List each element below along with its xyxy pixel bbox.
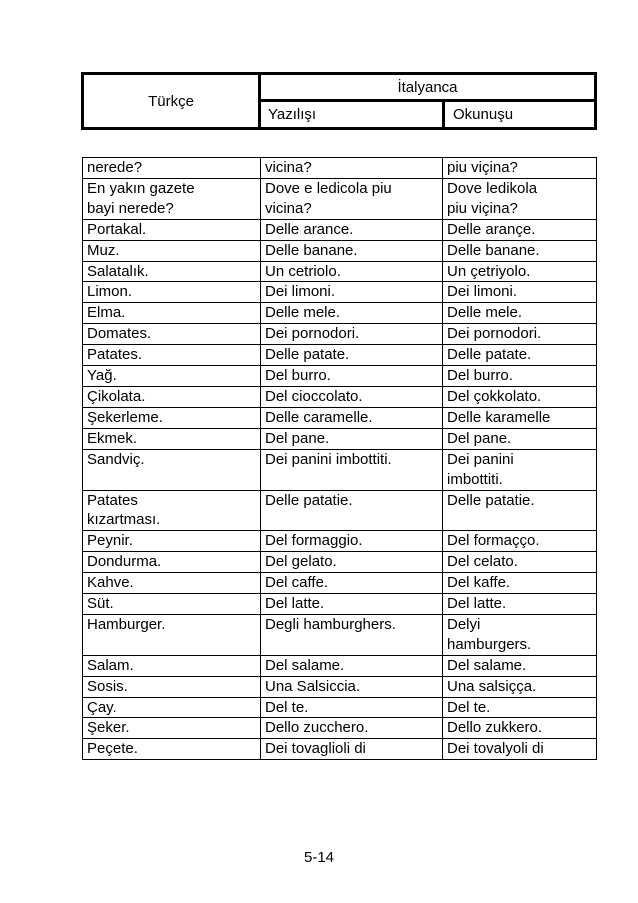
pronunciation-cell: Delle patate. <box>443 345 597 366</box>
turkish-cell: En yakın gazete bayi nerede? <box>83 178 261 219</box>
header-okunusu: Okunuşu <box>453 106 514 123</box>
table-row <box>83 697 597 718</box>
turkish-cell: Limon. <box>83 282 261 303</box>
pronunciation-cell: Delle karamelle <box>443 407 597 428</box>
italian-spelling-cell: Del caffe. <box>261 573 443 594</box>
turkish-cell: Salatalık. <box>83 261 261 282</box>
turkish-cell: Domates. <box>83 324 261 345</box>
italian-spelling-cell: Dei limoni. <box>261 282 443 303</box>
pronunciation-cell: Delle arançe. <box>443 219 597 240</box>
turkish-cell: Elma. <box>83 303 261 324</box>
pronunciation-cell: piu viçina? <box>443 158 597 179</box>
italian-spelling-cell: Del latte. <box>261 594 443 615</box>
turkish-cell: nerede? <box>83 158 261 179</box>
turkish-cell: Patates. <box>83 345 261 366</box>
turkish-cell: Ekmek. <box>83 428 261 449</box>
header-turkce: Türkçe <box>84 75 261 127</box>
pronunciation-cell: Del formaçço. <box>443 531 597 552</box>
italian-spelling-cell: Del salame. <box>261 655 443 676</box>
pronunciation-cell: Dei tovalyoli di <box>443 739 597 760</box>
pronunciation-cell: Delyi hamburgers. <box>443 614 597 655</box>
pronunciation-cell: Delle mele. <box>443 303 597 324</box>
turkish-cell: Kahve. <box>83 573 261 594</box>
page-number: 5-14 <box>303 849 335 866</box>
pronunciation-cell: Dei panini imbottiti. <box>443 449 597 490</box>
italian-spelling-cell: Del cioccolato. <box>261 386 443 407</box>
table-row <box>83 324 597 345</box>
italian-spelling-cell: Del formaggio. <box>261 531 443 552</box>
turkish-cell: Sosis. <box>83 676 261 697</box>
table-row <box>83 531 597 552</box>
header-table <box>81 72 597 130</box>
turkish-cell: Hamburger. <box>83 614 261 655</box>
pronunciation-cell: Una salsiçça. <box>443 676 597 697</box>
italian-spelling-cell: vicina? <box>261 158 443 179</box>
turkish-cell: Portakal. <box>83 219 261 240</box>
pronunciation-cell: Del kaffe. <box>443 573 597 594</box>
italian-spelling-cell: Degli hamburghers. <box>261 614 443 655</box>
vocabulary-rows <box>83 158 597 760</box>
pronunciation-cell: Un çetriyolo. <box>443 261 597 282</box>
turkish-cell: Çikolata. <box>83 386 261 407</box>
header-yazilisi: Yazılışı <box>261 102 445 127</box>
table-row <box>83 655 597 676</box>
pronunciation-cell: Delle banane. <box>443 240 597 261</box>
italian-spelling-cell: Delle patatie. <box>261 490 443 531</box>
header-italyanca: İtalyanca <box>261 75 594 102</box>
italian-spelling-cell: Dove e ledicola piu vicina? <box>261 178 443 219</box>
italian-spelling-cell: Del te. <box>261 697 443 718</box>
pronunciation-cell: Del latte. <box>443 594 597 615</box>
turkish-cell: Patates kızartması. <box>83 490 261 531</box>
table-row <box>83 428 597 449</box>
pronunciation-cell: Del çokkolato. <box>443 386 597 407</box>
table-row <box>83 219 597 240</box>
table-row <box>83 345 597 366</box>
italian-spelling-cell: Un cetriolo. <box>261 261 443 282</box>
turkish-cell: Çay. <box>83 697 261 718</box>
pronunciation-cell: Dove ledikola piu viçina? <box>443 178 597 219</box>
table-row <box>83 282 597 303</box>
table-row <box>83 552 597 573</box>
italian-spelling-cell: Dello zucchero. <box>261 718 443 739</box>
pronunciation-cell: Dei pornodori. <box>443 324 597 345</box>
turkish-cell: Şekerleme. <box>83 407 261 428</box>
table-row <box>83 573 597 594</box>
table-row <box>83 178 597 219</box>
italian-spelling-cell: Delle arance. <box>261 219 443 240</box>
italian-spelling-cell: Dei tovaglioli di <box>261 739 443 760</box>
italian-spelling-cell: Delle patate. <box>261 345 443 366</box>
table-row <box>83 718 597 739</box>
italian-spelling-cell: Delle caramelle. <box>261 407 443 428</box>
turkish-cell: Yağ. <box>83 366 261 387</box>
pronunciation-cell: Dei limoni. <box>443 282 597 303</box>
table-row <box>83 739 597 760</box>
turkish-cell: Peynir. <box>83 531 261 552</box>
turkish-cell: Peçete. <box>83 739 261 760</box>
pronunciation-cell: Del te. <box>443 697 597 718</box>
table-row <box>83 261 597 282</box>
turkish-cell: Süt. <box>83 594 261 615</box>
turkish-cell: Şeker. <box>83 718 261 739</box>
pronunciation-cell: Dello zukkero. <box>443 718 597 739</box>
table-row <box>83 158 597 179</box>
pronunciation-cell: Del burro. <box>443 366 597 387</box>
italian-spelling-cell: Una Salsiccia. <box>261 676 443 697</box>
italian-spelling-cell: Del burro. <box>261 366 443 387</box>
turkish-cell: Sandviç. <box>83 449 261 490</box>
italian-spelling-cell: Dei pornodori. <box>261 324 443 345</box>
turkish-cell: Dondurma. <box>83 552 261 573</box>
italian-spelling-cell: Delle banane. <box>261 240 443 261</box>
italian-spelling-cell: Dei panini imbottiti. <box>261 449 443 490</box>
table-row <box>83 490 597 531</box>
vocabulary-table <box>82 157 597 760</box>
table-row <box>83 594 597 615</box>
table-row <box>83 366 597 387</box>
turkish-cell: Salam. <box>83 655 261 676</box>
italian-spelling-cell: Delle mele. <box>261 303 443 324</box>
table-row <box>83 386 597 407</box>
table-row <box>83 303 597 324</box>
table-row <box>83 614 597 655</box>
italian-spelling-cell: Del gelato. <box>261 552 443 573</box>
pronunciation-cell: Del salame. <box>443 655 597 676</box>
turkish-cell: Muz. <box>83 240 261 261</box>
pronunciation-cell: Del celato. <box>443 552 597 573</box>
italian-spelling-cell: Del pane. <box>261 428 443 449</box>
pronunciation-cell: Delle patatie. <box>443 490 597 531</box>
table-row <box>83 676 597 697</box>
table-row <box>83 240 597 261</box>
table-row <box>83 407 597 428</box>
pronunciation-cell: Del pane. <box>443 428 597 449</box>
table-row <box>83 449 597 490</box>
